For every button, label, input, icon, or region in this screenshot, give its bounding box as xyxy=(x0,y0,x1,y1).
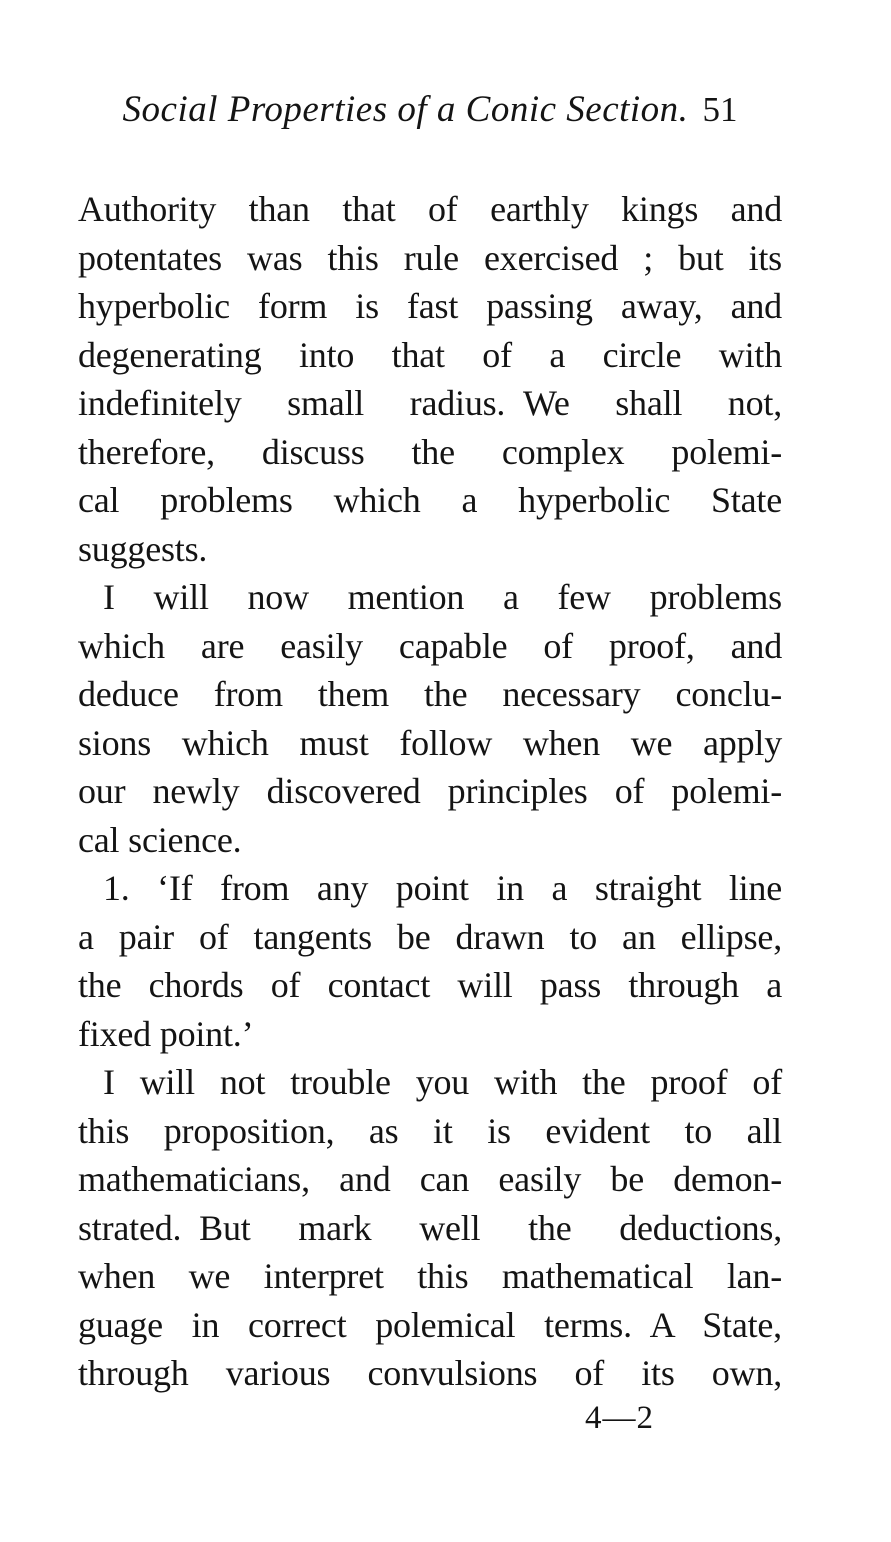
text-line: degenerating into that of a circle with xyxy=(78,334,782,375)
body-text xyxy=(78,185,782,1398)
text-line: through various convulsions of its own, xyxy=(78,1353,782,1393)
running-head xyxy=(78,88,782,132)
text-line: indefinitely small radius. We shall not, xyxy=(78,383,782,423)
text-line: sions which must follow when we apply xyxy=(78,722,782,763)
text-line: our newly discovered principles of polemi- xyxy=(78,771,782,811)
text-line: suggests. xyxy=(78,528,208,569)
text-line: I will now mention a few problems xyxy=(103,577,782,617)
text-line: cal science. xyxy=(78,819,242,860)
text-line: mathematicians, and can easily be demon- xyxy=(78,1159,782,1199)
text-line: guage in correct polemical terms. A State, xyxy=(78,1304,782,1345)
text-line: I will not trouble you with the proof of xyxy=(103,1062,782,1102)
running-head-title: Social Properties of a Conic Section. xyxy=(122,89,689,130)
text-line: the chords of contact will pass through a xyxy=(78,965,782,1005)
text-line: a pair of tangents be drawn to an ellipse, xyxy=(78,916,782,957)
text-line: potentates was this rule exercised ; but its xyxy=(78,237,782,278)
text-line: therefore, discuss the complex polemi- xyxy=(78,431,782,472)
text-line: deduce from them the necessary conclu- xyxy=(78,674,782,714)
text-line: Authority than that of earthly kings and xyxy=(78,189,782,229)
text-line: hyperbolic form is fast passing away, and xyxy=(78,286,782,326)
text-line: fixed point.’ xyxy=(78,1013,254,1054)
text-line: cal problems which a hyperbolic State xyxy=(78,480,782,520)
text-line: 1. ‘If from any point in a straight line xyxy=(103,868,782,908)
text-line: which are easily capable of proof, and xyxy=(78,625,782,666)
text-line: strated. But mark well the deductions, xyxy=(78,1207,782,1248)
page-number: 51 xyxy=(702,90,738,129)
text-line: this proposition, as it is evident to all xyxy=(78,1110,782,1151)
signature-mark: 4—2 xyxy=(585,1400,654,1436)
text-line: when we interpret this mathematical lan- xyxy=(78,1256,782,1296)
